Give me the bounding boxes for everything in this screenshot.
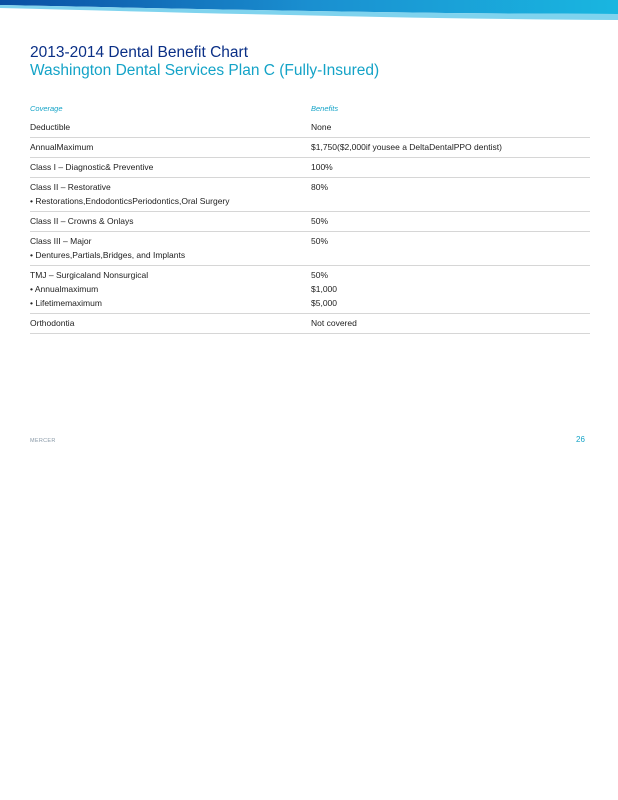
coverage-cell — [30, 140, 311, 154]
coverage-cell — [30, 268, 311, 310]
benefit-text: 80% — [311, 182, 329, 192]
benefit-text: $1,000 — [311, 284, 337, 294]
benefit-text: 50% — [311, 236, 329, 246]
table-body — [30, 118, 590, 334]
coverage-text: Deductible — [30, 122, 71, 132]
benefits-header: Benefits — [311, 104, 339, 113]
title-block — [30, 44, 379, 80]
table-row — [30, 158, 590, 178]
coverage-text: • Annualmaximum — [30, 284, 99, 294]
benefit-text: $1,750($2,000if yousee a DeltaDentalPPO dentist) — [311, 142, 502, 152]
coverage-header: Coverage — [30, 104, 63, 113]
coverage-text: Class II – Restorative — [30, 182, 111, 192]
coverage-text: AnnualMaximum — [30, 142, 94, 152]
coverage-text: TMJ – Surgicaland Nonsurgical — [30, 270, 149, 280]
benefit-text: None — [311, 122, 332, 132]
coverage-cell — [30, 120, 311, 134]
benefit-text: 50% — [311, 270, 329, 280]
table-row — [30, 138, 590, 158]
table-row — [30, 266, 590, 314]
benefit-cell — [311, 214, 328, 228]
table-row — [30, 118, 590, 138]
coverage-cell — [30, 160, 311, 174]
coverage-text: • Restorations,EndodonticsPeriodontics,Oral Surgery — [30, 196, 230, 206]
benefit-cell — [311, 316, 357, 330]
header-banner — [0, 0, 618, 22]
table-row — [30, 314, 590, 334]
table-header — [30, 104, 590, 118]
coverage-text: Class II – Crowns & Onlays — [30, 216, 134, 226]
benefit-text: 50% — [311, 216, 329, 226]
benefit-cell — [311, 160, 333, 174]
coverage-cell — [30, 316, 311, 330]
coverage-cell — [30, 180, 311, 208]
table-row — [30, 178, 590, 212]
benefit-text: 100% — [311, 162, 333, 172]
coverage-text: Class I – Diagnostic& Preventive — [30, 162, 154, 172]
mercer-logo: MERCER — [30, 438, 56, 444]
table-row — [30, 232, 590, 266]
page-subtitle: Washington Dental Services Plan C (Fully-Insured) — [30, 62, 380, 79]
page-number: 26 — [576, 435, 585, 444]
coverage-cell — [30, 214, 311, 228]
benefit-cell — [311, 180, 328, 208]
benefit-text: $5,000 — [311, 298, 337, 308]
table-row — [30, 212, 590, 232]
benefit-cell — [311, 234, 328, 262]
page-title: 2013-2014 Dental Benefit Chart — [30, 44, 249, 61]
coverage-text: Orthodontia — [30, 318, 75, 328]
coverage-text: • Lifetimemaximum — [30, 298, 102, 308]
benefit-cell — [311, 268, 337, 310]
benefit-cell — [311, 120, 331, 134]
benefit-cell — [311, 140, 502, 154]
coverage-text: • Dentures,Partials,Bridges, and Implants — [30, 250, 186, 260]
benefit-text: Not covered — [311, 318, 357, 328]
coverage-text: Class III – Major — [30, 236, 92, 246]
coverage-cell — [30, 234, 311, 262]
benefit-table — [30, 104, 590, 334]
